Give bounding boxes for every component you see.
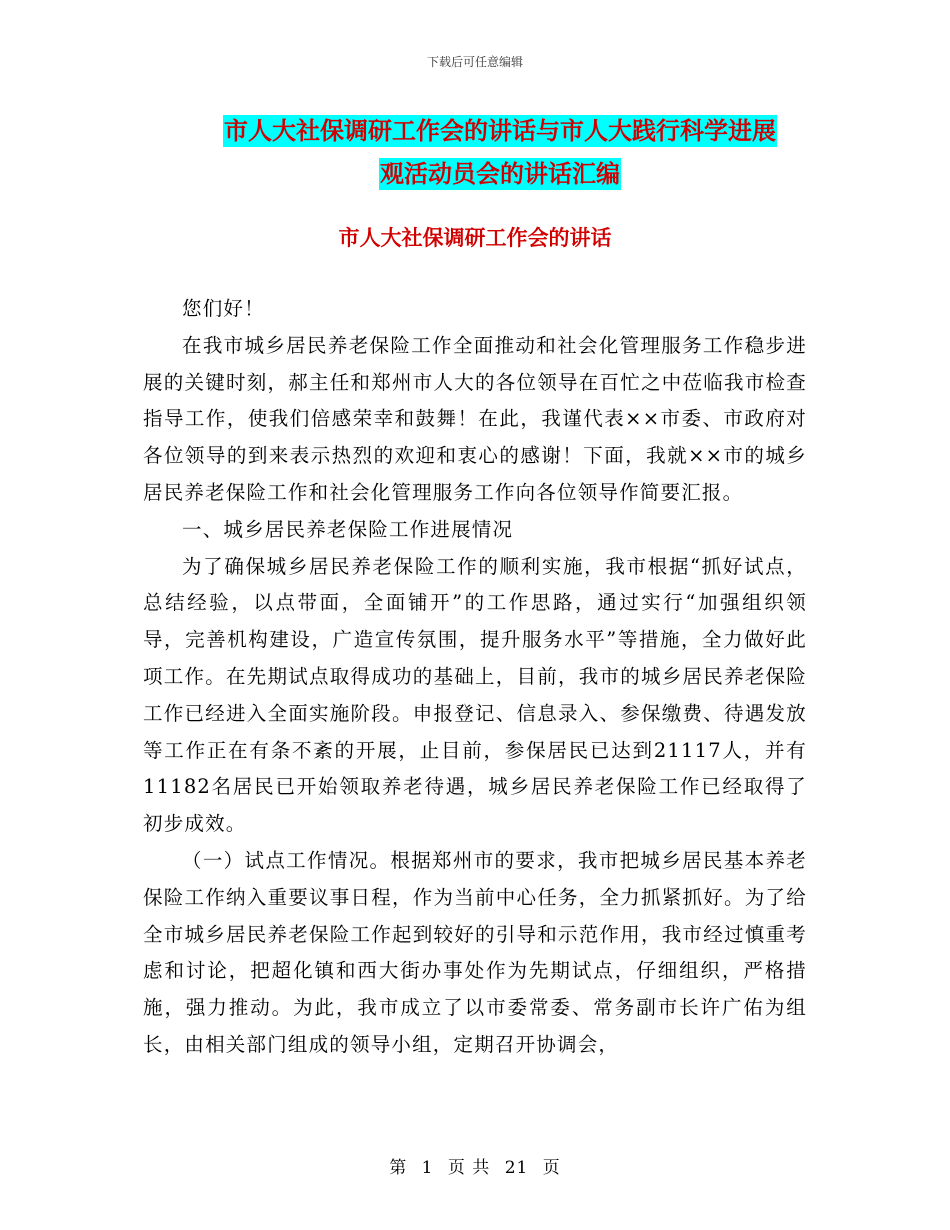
paragraph-heading-1: 一、城乡居民养老保险工作进展情况: [182, 517, 514, 541]
footer-page-number: 1: [421, 1158, 434, 1178]
page-footer: [0, 1153, 950, 1178]
document-body: [143, 291, 807, 1064]
paragraph-pilot: （一）试点工作情况。根据郑州市的要求，我市把城乡居民基本养老保险工作纳入重要议事日程，作为当前中心任务，全力抓紧抓好。为了给全市城乡居民养老保险工作起到较好的引导和示范作用，我市经过慎重考虑和讨论，把超化镇和西大街办事处作为先期试点，仔细组织，严格措施，强力推动。为此，我市成立了以市委常委、常务副市长许广佑为组长，由相关部门组成的领导小组，定期召开协调会，: [143, 848, 807, 1056]
footer-middle: 页 共: [447, 1158, 491, 1178]
paragraph-greeting: 您们好！: [182, 297, 265, 320]
paragraph-progress: 为了确保城乡居民养老保险工作的顺利实施，我市根据“抓好试点，总结经验，以点带面，全面铺开”的工作思路，通过实行“加强组织领导，完善机构建设，广造宣传氛围，提升服务水平”等措施，全力做好此项工作。在先期试点取得成功的基础上，目前，我市的城乡居民养老保险工作已经进入全面实施阶段。申报登记、信息录入、参保缴费、待遇发放等工作正在有条不紊的开展，止目前，参保居民已达到21117人，并有11182名居民已开始领取养老待遇，城乡居民养老保险工作已经取得了初步成效。: [143, 554, 807, 836]
footer-prefix: 第: [389, 1158, 408, 1178]
main-title-line-2: 观活动员会的讲话汇编: [380, 160, 620, 188]
paragraph-intro: 在我市城乡居民养老保险工作全面推动和社会化管理服务工作稳步进展的关键时刻，郝主任和郑州市人大的各位领导在百忙之中莅临我市检查指导工作，使我们倍感荣幸和鼓舞！在此，我谨代表××市委、市政府对各位领导的到来表示热烈的欢迎和衷心的感谢！下面，我就××市的城乡居民养老保险工作和社会化管理服务工作向各位领导作简要汇报。: [143, 333, 807, 504]
footer-suffix: 页: [542, 1158, 561, 1178]
section-title: 市人大社保调研工作会的讲话: [338, 226, 612, 250]
footer-total-pages: 21: [504, 1158, 529, 1178]
header-note: 下载后可任意编辑: [426, 55, 523, 69]
document-main-title: [150, 110, 850, 196]
main-title-line-1: 市人大社保调研工作会的讲话与市人大践行科学进展: [224, 117, 776, 145]
